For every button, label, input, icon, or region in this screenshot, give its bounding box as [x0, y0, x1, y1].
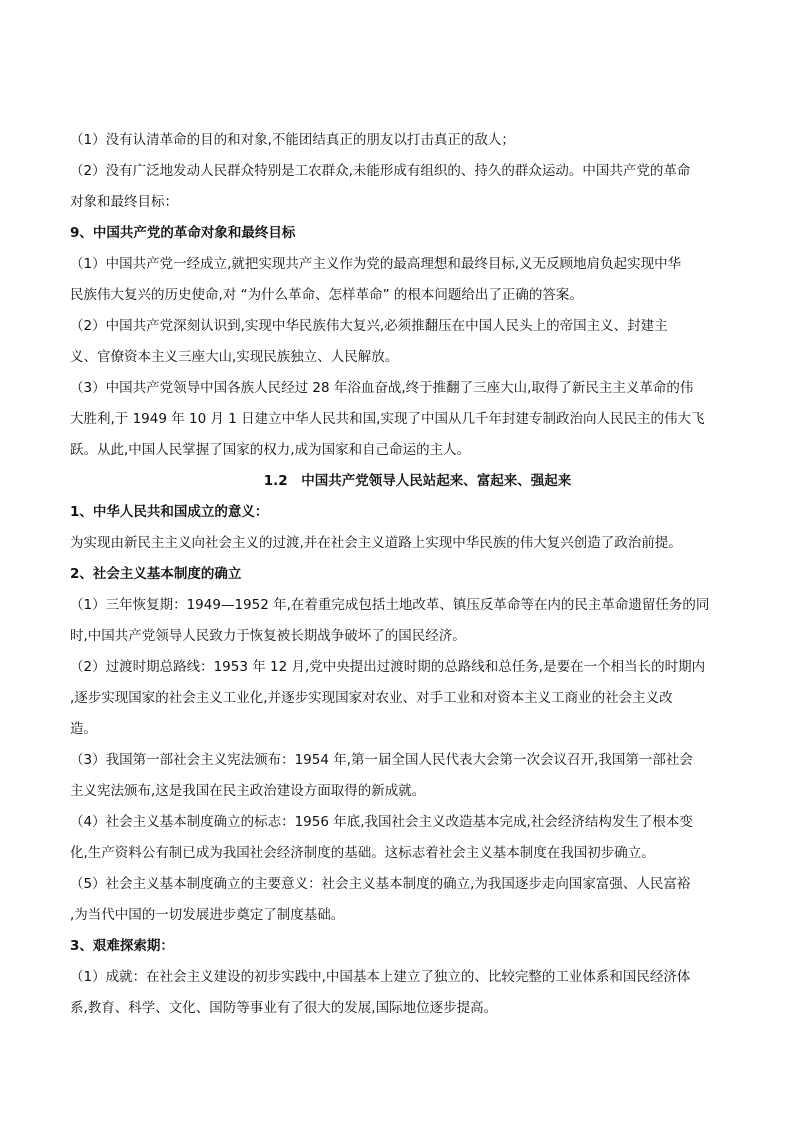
heading-3: 3、艰难探索期： — [70, 938, 174, 954]
paragraph-line: 为实现由新民主主义向社会主义的过渡,并在社会主义道路上实现中华民族的伟大复兴创造了政治前提。 — [70, 535, 682, 551]
paragraph-line: 系,教育、科学、文化、国防等事业有了很大的发展,国际地位逐步提高。 — [70, 1000, 498, 1016]
heading-9: 9、中国共产党的革命对象和最终目标 — [70, 225, 296, 241]
paragraph-line: （1）没有认清革命的目的和对象,不能团结真正的朋友以打击真正的敌人； — [70, 132, 515, 148]
paragraph-line: （1）三年恢复期：1949—1952 年,在着重完成包括土地改革、镇压反革命等在内的民主革命遗留任务的同 — [70, 597, 710, 613]
paragraph-line: ,逐步实现国家的社会主义工业化,并逐步实现国家对农业、对手工业和对资本主义工商业的社会主义改 — [70, 690, 673, 706]
paragraph-line: 化,生产资料公有制已成为我国社会经济制度的基础。这标志着社会主义基本制度在我国初步确立。 — [70, 845, 655, 861]
paragraph-line: （1）中国共产党一经成立,就把实现共产主义作为党的最高理想和最终目标,义无反顾地肩负起实现中华 — [70, 256, 682, 272]
paragraph-line: 主义宪法颁布,这是我国在民主政治建设方面取得的新成就。 — [70, 783, 426, 799]
paragraph-line: （4）社会主义基本制度确立的标志：1956 年底,我国社会主义改造基本完成,社会经济结构发生了根本变 — [70, 814, 693, 830]
paragraph-line: （1）成就：在社会主义建设的初步实践中,中国基本上建立了独立的、比较完整的工业体系和国民经济体 — [70, 969, 691, 985]
paragraph-line: 时,中国共产党领导人民致力于恢复被长期战争破坏了的国民经济。 — [70, 628, 466, 644]
document-page — [70, 125, 725, 1024]
paragraph-line: 义、官僚资本主义三座大山,实现民族独立、人民解放。 — [70, 349, 399, 365]
paragraph-line: 对象和最终目标： — [70, 194, 178, 210]
paragraph-line: 大胜利,于 1949 年 10 月 1 日建立中华人民共和国,实现了中国从几千年封建专制政治向人民民主的伟大飞 — [70, 411, 705, 427]
paragraph-line: （2）没有广泛地发动人民群众特别是工农群众,未能形成有组织的、持久的群众运动。中国共产党的革命 — [70, 163, 691, 179]
paragraph-line: （2）过渡时期总路线：1953 年 12 月,党中央提出过渡时期的总路线和总任务,是要在一个相当长的时期内 — [70, 659, 706, 675]
paragraph-line: 造。 — [70, 721, 97, 737]
paragraph-line: （2）中国共产党深刻认识到,实现中华民族伟大复兴,必须推翻压在中国人民头上的帝国主义、封建主 — [70, 318, 668, 334]
paragraph-line: （3）我国第一部社会主义宪法颁布：1954 年,第一届全国人民代表大会第一次会议召开,我国第一部社会 — [70, 752, 693, 768]
heading-1: 1、中华人民共和国成立的意义： — [70, 504, 269, 520]
paragraph-line: （3）中国共产党领导中国各族人民经过 28 年浴血奋战,终于推翻了三座大山,取得了新民主主义革命的伟 — [70, 380, 694, 396]
paragraph-line: （5）社会主义基本制度确立的主要意义：社会主义基本制度的确立,为我国逐步走向国家富强、人民富裕 — [70, 876, 691, 892]
heading-2: 2、社会主义基本制度的确立 — [70, 566, 242, 582]
paragraph-line: ,为当代中国的一切发展进步奠定了制度基础。 — [70, 907, 345, 923]
paragraph-line: 跃。从此,中国人民掌握了国家的权力,成为国家和自己命运的主人。 — [70, 442, 471, 458]
section-title: 1.2 中国共产党领导人民站起来、富起来、强起来 — [263, 473, 572, 489]
paragraph-line: 民族伟大复兴的历史使命,对 “为什么革命、怎样革命” 的根本问题给出了正确的答案。 — [70, 287, 583, 303]
